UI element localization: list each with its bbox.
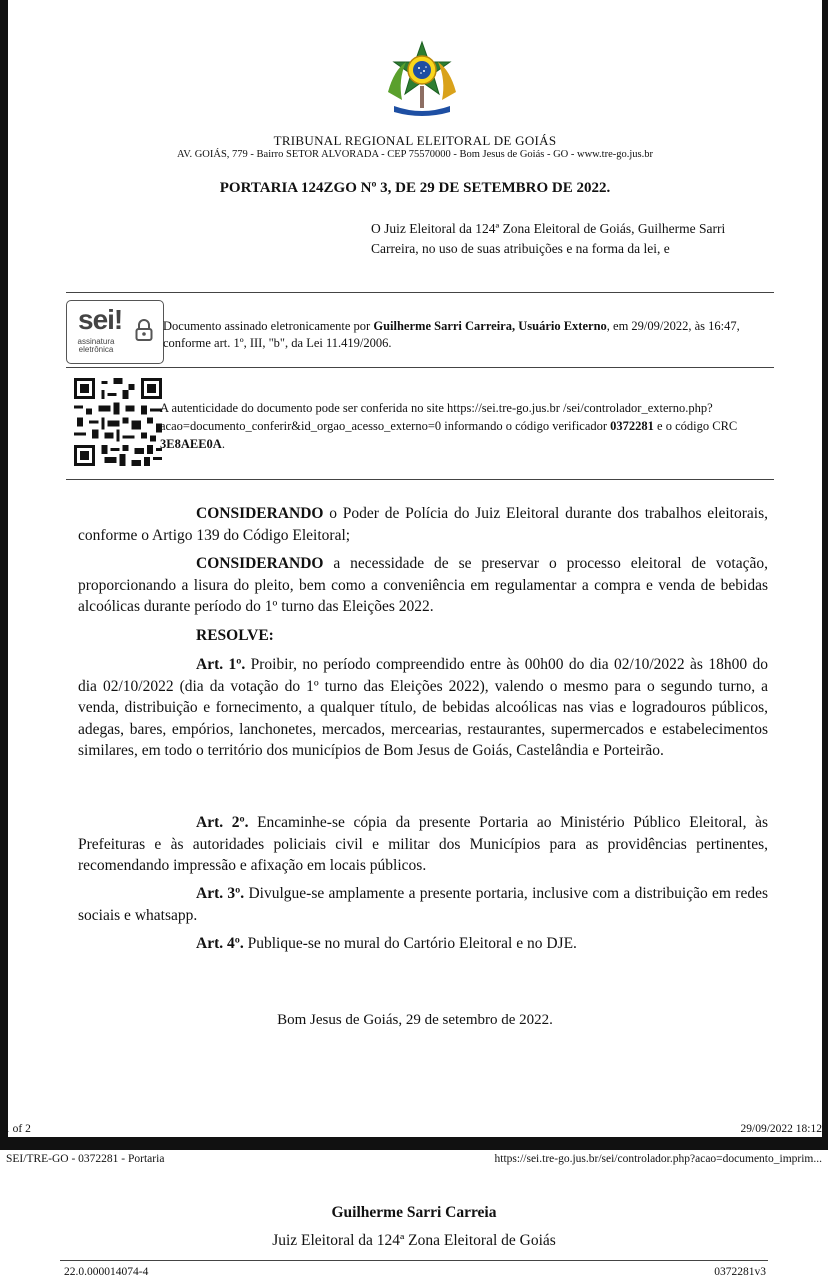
divider	[66, 367, 774, 368]
paragraph-text: a necessidade de se preservar o processo eleitoral de votação, proporcionando a lisura do pleito, bem como a conveniência em regulamentar a compra e venda de bebidas alcoólicas durante período do 1º turno das Eleições 2022.	[78, 555, 768, 615]
considerando-label: CONSIDERANDO	[196, 505, 324, 522]
article-text: Encaminhe-se cópia da presente Portaria ao Ministério Público Eleitoral, às Prefeituras e às autoridades policiais civil e militar dos Municípios para as providências pertinentes, recomendando impressão e afixação em locais públicos.	[78, 814, 768, 874]
paragraph-text: o Poder de Polícia do Juiz Eleitoral durante dos trabalhos eleitorais, conforme o Artigo 139 do Código Eleitoral;	[78, 505, 768, 544]
org-name: TRIBUNAL REGIONAL ELEITORAL DE GOIÁS	[273, 133, 557, 148]
sei-logo-text: sei!	[78, 304, 123, 335]
org-address: AV. GOIÁS, 779 - Bairro SETOR ALVORADA - CEP 75570000 - Bom Jesus de Goiás - GO - www.tre-go.jus.br	[177, 149, 653, 160]
resolve-heading	[78, 625, 768, 647]
date-line: Bom Jesus de Goiás, 29 de setembro de 2022.	[277, 1012, 553, 1028]
process-number: 22.0.000014074-4	[64, 1266, 149, 1278]
signer-separator: ,	[511, 319, 519, 333]
signer-name: Guilherme Sarri Carreira	[373, 319, 512, 333]
page-count: 1 of 2	[4, 1123, 31, 1135]
article-label: Art. 2º.	[196, 814, 249, 831]
authenticity-text-prefix: A autenticidade do documento pode ser conferida no site https://sei.tre-go.jus.br /sei/controlador_externo.php?acao=documento_conferir&id_orgao_acesso_externo=0 informando o código verificador	[160, 401, 713, 433]
qr-code-icon	[74, 378, 162, 466]
authenticity-statement	[160, 399, 773, 453]
article-4	[78, 933, 768, 955]
print-timestamp: 29/09/2022 18:12	[740, 1123, 822, 1135]
intro-paragraph: O Juiz Eleitoral da 124ª Zona Eleitoral de Goiás, Guilherme Sarri Carreira, no uso de suas atribuições e na forma da lei, e	[371, 221, 726, 256]
article-label: Art. 4º.	[196, 935, 244, 952]
signature-statement	[163, 318, 773, 352]
divider	[66, 292, 774, 293]
signature-text-prefix: Documento assinado eletronicamente por	[163, 319, 374, 333]
article-1	[78, 654, 768, 762]
authenticity-text-suffix: .	[221, 437, 225, 451]
sei-signature-logo	[66, 300, 164, 364]
crc-code: 3E8AEE0A	[160, 437, 222, 451]
article-2	[78, 812, 768, 877]
verifier-code: 0372281	[610, 419, 654, 433]
divider	[66, 479, 774, 480]
resolve-label: RESOLVE:	[196, 627, 274, 644]
article-text: Proibir, no período compreendido entre às 00h00 do dia 02/10/2022 às 18h00 do dia 02/10/2022 (dia da votação do 1º turno das Eleições 2022), valendo o mesmo para o segundo turno, a venda, distribuição e fornecimento, a qualquer título, de bebidas alcoólicas nas vias e logradouros públicos, adegas, bares, empórios, lanchonetes, mercados, mercearias, restaurantes, supermercados e estabelecimentos similares, em todo o território dos municípios de Bom Jesus de Goiás, Castelândia e Porteirão.	[78, 656, 768, 759]
considerando-label: CONSIDERANDO	[196, 555, 324, 572]
sei-logo-subtitle: assinatura eletrônica	[77, 337, 115, 354]
considerando-paragraph-2	[78, 553, 768, 618]
page-url: https://sei.tre-go.jus.br/sei/controlador.php?acao=documento_imprim...	[494, 1153, 822, 1165]
divider	[60, 1260, 768, 1261]
document-version: 0372281v3	[714, 1266, 766, 1278]
authenticity-text-mid: e o código CRC	[653, 419, 738, 433]
article-label: Art. 1º.	[196, 656, 246, 673]
signer-name-block: Guilherme Sarri Carreia	[331, 1204, 497, 1221]
article-text: Divulgue-se amplamente a presente portaria, inclusive com a distribuição em redes sociais e whatsapp.	[78, 885, 769, 924]
article-3	[78, 883, 768, 926]
brazil-coat-of-arms-icon	[376, 40, 468, 120]
lock-icon	[135, 319, 153, 341]
article-text: Publique-se no mural do Cartório Eleitoral e no DJE.	[243, 935, 577, 952]
document-reference: SEI/TRE-GO - 0372281 - Portaria	[6, 1153, 165, 1165]
document-title: PORTARIA 124ZGO Nº 3, DE 29 DE SETEMBRO DE 2022.	[219, 180, 611, 196]
document-page-1	[4, 0, 822, 1137]
considerando-paragraph-1	[78, 503, 768, 546]
signer-role: Usuário Externo	[518, 319, 607, 333]
signature-text-suffix: , em 29/09/2022, às 16:47, conforme art. 1º, III, "b", da Lei 11.419/2006.	[163, 319, 740, 350]
article-label: Art. 3º.	[196, 885, 245, 902]
signer-role-block: Juiz Eleitoral da 124ª Zona Eleitoral de Goiás	[272, 1232, 556, 1249]
